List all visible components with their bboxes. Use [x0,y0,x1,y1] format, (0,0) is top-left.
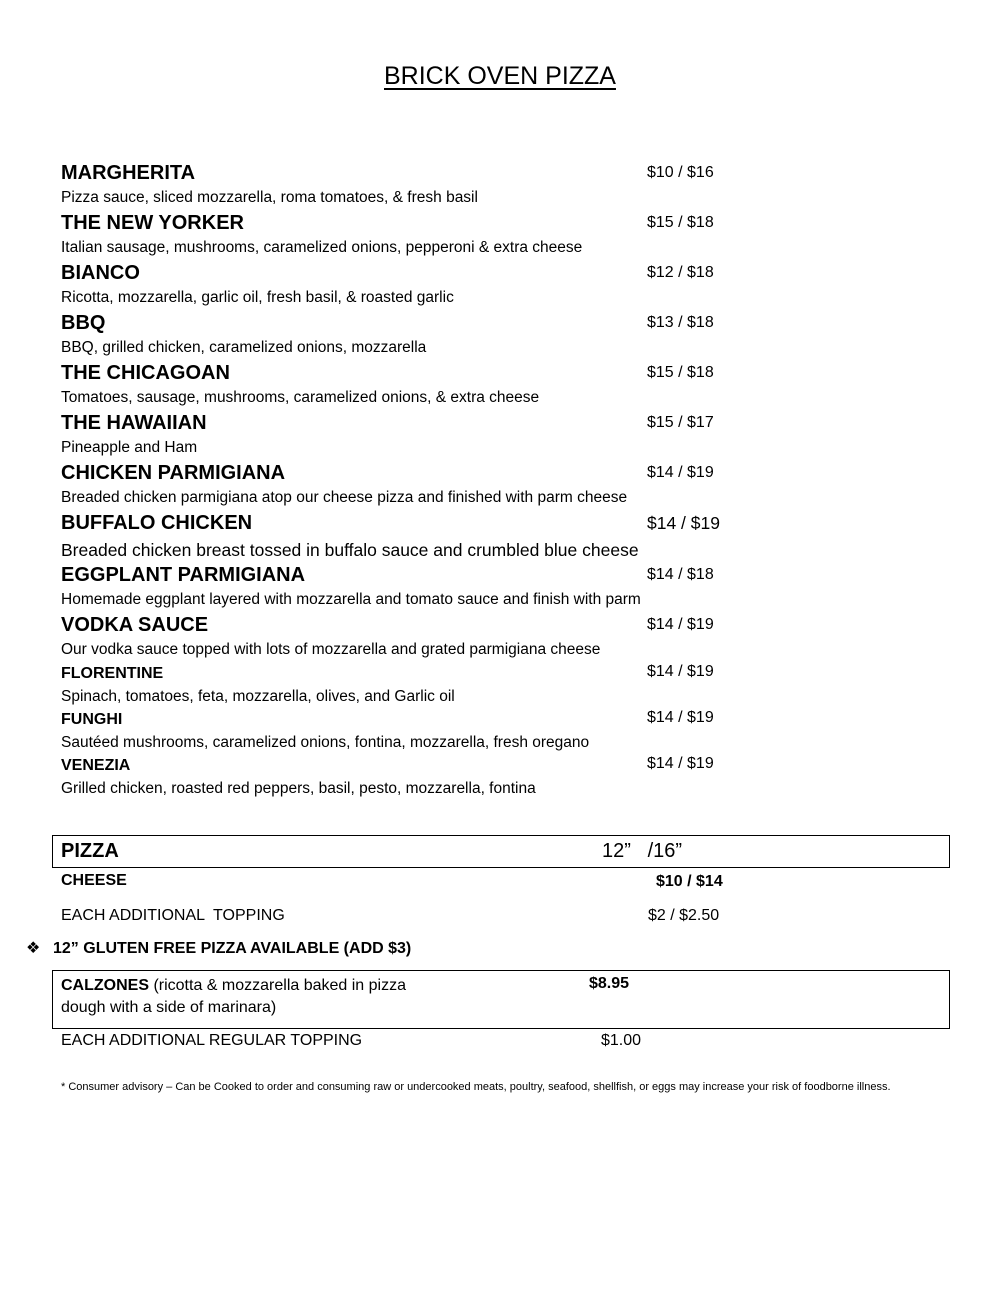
item-price: $13 / $18 [647,314,714,331]
item-price: $14 / $19 [647,709,714,726]
additional-topping-price: $2 / $2.50 [648,907,720,924]
item-name: THE CHICAGOAN [61,362,230,384]
item-description: Homemade eggplant layered with mozzarella and tomato sauce and finish with parm [61,591,641,608]
additional-topping-label: EACH ADDITIONAL TOPPING [61,907,285,924]
menu-item-the-new-yorker [61,210,781,260]
menu-item-venezia [61,754,781,800]
item-price: $10 / $16 [647,164,714,181]
menu-item-chicken-parmigiana [61,460,781,510]
item-description: Grilled chicken, roasted red peppers, basil, pesto, mozzarella, fontina [61,780,536,797]
cheese-pizza-label: CHEESE [61,872,127,889]
item-price: $15 / $18 [647,214,714,231]
item-name: MARGHERITA [61,162,196,184]
item-description: Tomatoes, sausage, mushrooms, caramelized onions, & extra cheese [61,389,540,406]
item-name: THE NEW YORKER [61,212,244,234]
pizza-size-header [52,835,950,868]
pizza-header-label: PIZZA [61,840,119,862]
menu-item-the-chicagoan [61,360,781,410]
consumer-advisory: * Consumer advisory – Can be Cooked to order and consuming raw or undercooked meats, poultry, seafood, shellfish, or eggs may increase your risk of foodborne illness. [61,1081,891,1093]
item-description: Sautéed mushrooms, caramelized onions, fontina, mozzarella, fresh oregano [61,734,590,751]
item-description: Pineapple and Ham [61,439,198,456]
item-price: $15 / $17 [647,414,714,431]
gluten-free-text: 12” GLUTEN FREE PIZZA AVAILABLE (ADD $3) [53,940,412,957]
diamond-bullet-icon: ❖ [26,940,41,957]
menu-item-florentine [61,662,781,708]
regular-topping-label: EACH ADDITIONAL REGULAR TOPPING [61,1032,363,1049]
menu-item-bbq [61,310,781,360]
item-name: BBQ [61,312,106,334]
item-price: $14 / $19 [647,513,720,533]
item-price: $14 / $19 [647,464,714,481]
item-name: VENEZIA [61,757,131,774]
item-name: BIANCO [61,262,140,284]
item-description: Ricotta, mozzarella, garlic oil, fresh basil, & roasted garlic [61,289,454,306]
item-price: $15 / $18 [647,364,714,381]
menu-item-funghi [61,708,781,754]
item-name: EGGPLANT PARMIGIANA [61,564,306,586]
item-price: $14 / $19 [647,616,714,633]
item-description: Breaded chicken parmigiana atop our cheese pizza and finished with parm cheese [61,489,628,506]
calzones-price: $8.95 [589,975,630,992]
item-description: Italian sausage, mushrooms, caramelized onions, pepperoni & extra cheese [61,239,583,256]
calzones-detail: (ricotta & mozzarella baked in pizza dough with a side of marinara) [61,977,406,1016]
item-name: THE HAWAIIAN [61,412,207,434]
item-description: Pizza sauce, sliced mozzarella, roma tomatoes, & fresh basil [61,189,478,206]
item-price: $14 / $19 [647,663,714,680]
pizza-menu-list [61,160,781,800]
calzones-box [52,970,950,1029]
item-price: $12 / $18 [647,264,714,281]
item-name: FLORENTINE [61,665,164,682]
item-name: BUFFALO CHICKEN [61,512,253,534]
menu-item-the-hawaiian [61,410,781,460]
item-description: Our vodka sauce topped with lots of mozzarella and grated parmigiana cheese [61,641,601,658]
item-description: Spinach, tomatoes, feta, mozzarella, olives, and Garlic oil [61,688,455,705]
pizza-sizes-label: 12” /16” [602,840,683,862]
regular-topping-price: $1.00 [601,1032,642,1049]
menu-item-margherita [61,160,781,210]
menu-item-buffalo-chicken [61,510,781,562]
item-price: $14 / $19 [647,755,714,772]
calzones-description [61,975,441,1019]
gluten-free-note [26,938,411,958]
item-description: Breaded chicken breast tossed in buffalo sauce and crumbled blue cheese [61,540,639,560]
item-price: $14 / $18 [647,566,714,583]
calzones-name: CALZONES [61,977,149,994]
page-title: BRICK OVEN PIZZA [384,62,616,90]
menu-item-eggplant-parmigiana [61,562,781,612]
item-name: VODKA SAUCE [61,614,209,636]
menu-item-bianco [61,260,781,310]
cheese-pizza-price: $10 / $14 [656,873,723,890]
item-name: FUNGHI [61,711,123,728]
item-description: BBQ, grilled chicken, caramelized onions, mozzarella [61,339,427,356]
menu-item-vodka-sauce [61,612,781,662]
item-name: CHICKEN PARMIGIANA [61,462,286,484]
